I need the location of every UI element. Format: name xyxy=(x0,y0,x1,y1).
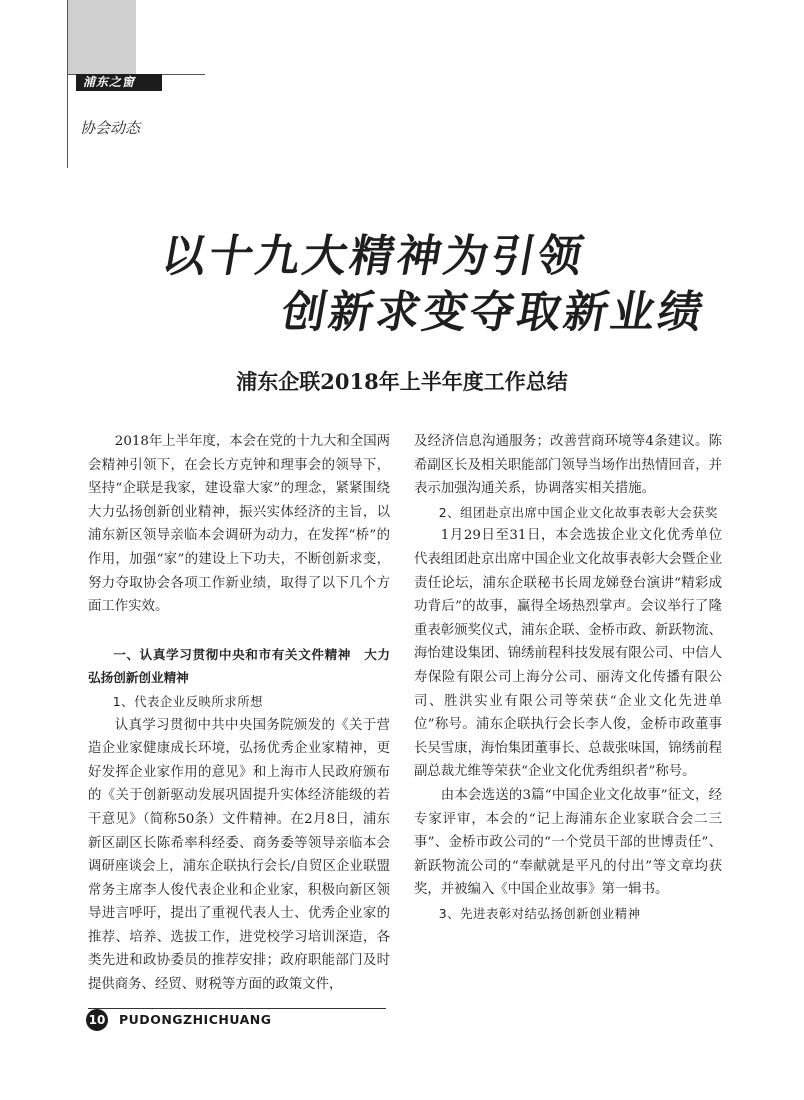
footer-brand: PUDONGZHICHUANG xyxy=(119,1012,272,1027)
article-title-line-1: 以十九大精神为引领 xyxy=(157,231,590,282)
section-heading: 一、认真学习贯彻中央和市有关文件精神 大力弘扬创新创业精神 xyxy=(88,646,390,686)
paragraph-gap xyxy=(88,619,390,643)
subheading-3: 3、先进表彰对结弘扬创新创业精神 xyxy=(438,905,641,921)
page-number: 10 xyxy=(86,1009,108,1031)
article-subtitle: 浦东企联2018年上半年度工作总结 xyxy=(236,369,568,394)
body-paragraph-2: 1月29日至31日，本会选拔企业文化优秀单位代表组团赴京出席中国企业文化故事表彰大会暨企业责任论坛，浦东企联秘书长周龙娣登台演讲“精彩成功背后”的故事，赢得全场热烈掌声。会议举行了隆重表彰颁奖仪式，浦东企联、金桥市政、新跃物流、海怡建设集团、锦绣前程科技发展有限公司、中信人寿保险有限公司上海分公司、丽涛文化传播有限公司、胜洪实业有限公司等荣获“企业文化先进单位”称号。浦东企联执行会长李人俊，金桥市政董事长吴雪康，海怡集团董事长、总裁张味国，锦绣前程副总裁尤维等荣获“企业文化优秀组织者”称号。 xyxy=(414,528,722,780)
body-paragraph-continued: 及经济信息沟通服务；改善营商环境等4条建议。陈希副区长及相关职能部门领导当场作出热情回音，并表示加强沟通关系，协调落实相关措施。 xyxy=(414,434,722,497)
section-label: 协会动态 xyxy=(80,119,141,137)
body-paragraph-3: 由本会选送的3篇“中国企业文化故事”征文，经专家评审，本会的“记上海浦东企业家联合会二三事”、金桥市政公司的“一个党员干部的世博责任”、新跃物流公司的“奉献就是平凡的付出”等文章均获奖，并被编入《中国企业故事》第一辑书。 xyxy=(414,787,722,898)
vertical-rule xyxy=(67,0,68,168)
left-column xyxy=(88,430,390,997)
footer-rule xyxy=(88,1008,386,1009)
body-paragraph-1: 认真学习贯彻中共中央国务院颁发的《关于营造企业家健康成长环境，弘扬优秀企业家精神，更好发挥企业家作用的意见》和上海市人民政府颁布的《关于创新驱动发展巩固提升实体经济能级的若干意见》（简称50条）文件精神。在2月8日，浦东新区副区长陈希率科经委、商务委等领导亲临本会调研座谈会上，浦东企联执行会长/自贸区企业联盟常务主席李人俊代表企业和企业家，积极向新区领导进言呼吁，提出了重视代表人士、优秀企业家的推荐、培养、选拔工作，进党校学习培训深造，各类先进和政协委员的推荐安排；政府职能部门及时提供商务、经贸、财税等方面的政策文件， xyxy=(88,717,390,993)
corner-decoration xyxy=(68,0,136,74)
subheading-2: 2、组团赴京出席中国企业文化故事表彰大会获奖 xyxy=(438,504,718,520)
masthead-badge: 浦东之窗 xyxy=(76,74,162,91)
intro-paragraph: 2018年上半年度，本会在党的十九大和全国两会精神引领下，在会长方克钟和理事会的领导下，坚持“企联是我家，建设靠大家”的理念，紧紧围绕大力弘扬创新创业精神，振兴实体经济的主旨，以浦东新区领导亲临本会调研为动力，在发挥“桥”的作用，加强“家”的建设上下功夫，不断创新求变，努力夺取协会各项工作新业绩，取得了以下几个方面工作实效。 xyxy=(88,434,390,615)
subheading-1: 1、代表企业反映所求所想 xyxy=(112,693,263,709)
right-column xyxy=(414,430,722,925)
article-title-line-2: 创新求变夺取新业绩 xyxy=(277,287,710,338)
